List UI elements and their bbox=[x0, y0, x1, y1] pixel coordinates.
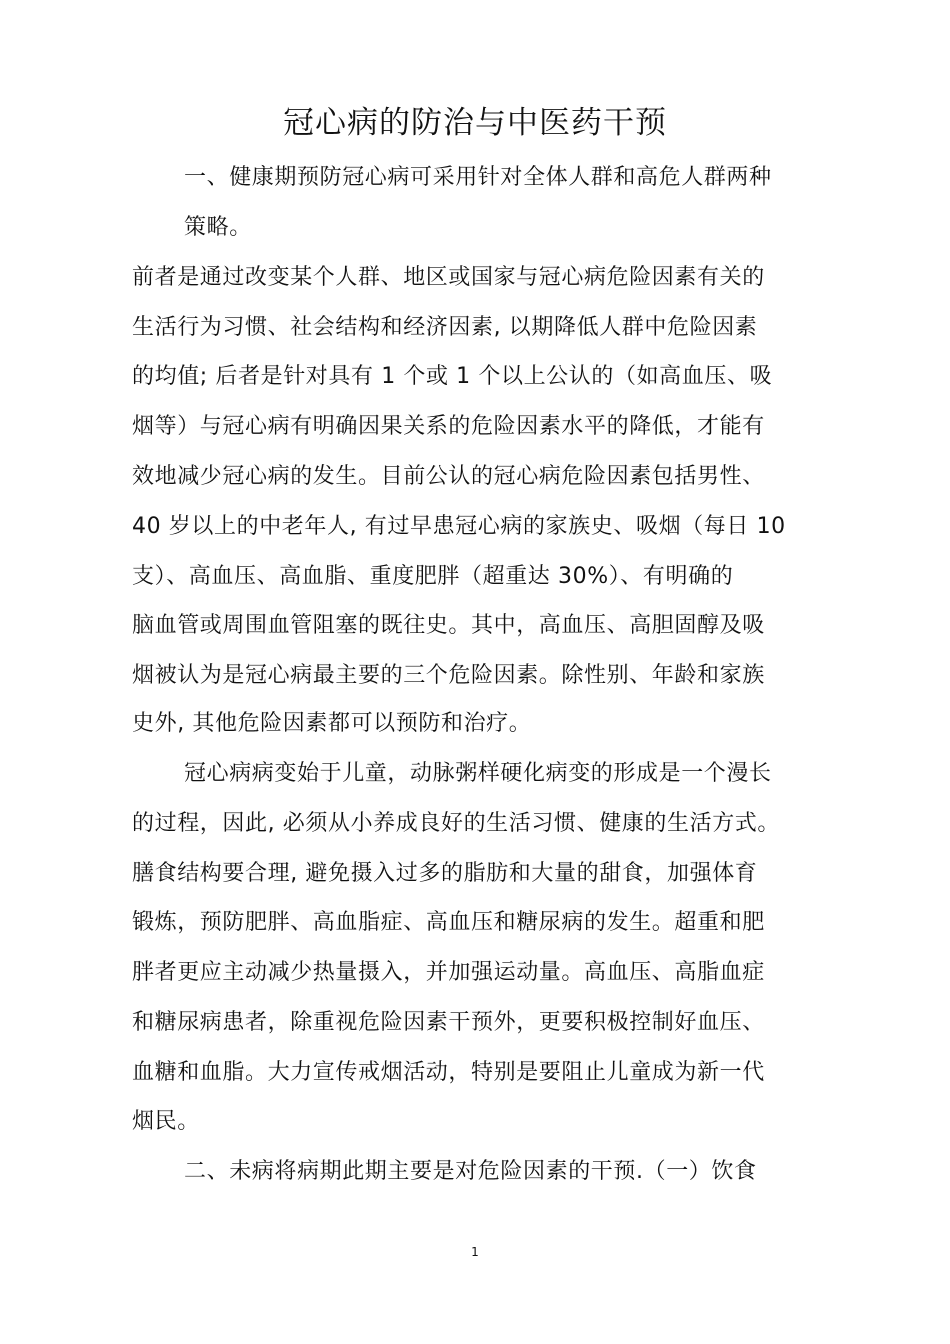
paragraph-line: 锻炼，预防肥胖、高血脂症、高血压和糖尿病的发生。超重和肥 bbox=[132, 910, 765, 935]
paragraph-line: 冠心病病变始于儿童，动脉粥样硬化病变的形成是一个漫长 bbox=[184, 761, 772, 786]
paragraph-line: 烟等）与冠心病有明确因果关系的危险因素水平的降低，才能有 bbox=[132, 414, 765, 439]
paragraph-line: 膳食结构要合理, 避免摄入过多的脂肪和大量的甜食，加强体育 bbox=[132, 861, 758, 886]
paragraph-line: 40 岁以上的中老年人, 有过早患冠心病的家族史、吸烟（每日 10 bbox=[132, 514, 786, 539]
paragraph-line: 支）、高血压、高血脂、重度肥胖（超重达 30%）、有明确的 bbox=[132, 564, 734, 589]
paragraph-line: 生活行为习惯、社会结构和经济因素, 以期降低人群中危险因素 bbox=[132, 315, 758, 340]
paragraph-line: 烟被认为是冠心病最主要的三个危险因素。除性别、年龄和家族 bbox=[132, 663, 765, 688]
paragraph-line: 二、未病将病期此期主要是对危险因素的干预.（一）饮食 bbox=[184, 1159, 757, 1184]
paragraph-line: 策略。 bbox=[184, 215, 252, 240]
paragraph-line: 和糖尿病患者，除重视危险因素干预外，更要积极控制好血压、 bbox=[132, 1010, 765, 1035]
paragraph-line: 血糖和血脂。大力宣传戒烟活动，特别是要阻止儿童成为新一代 bbox=[132, 1060, 765, 1085]
paragraph-line: 史外, 其他危险因素都可以预防和治疗。 bbox=[132, 711, 532, 736]
paragraph-line: 一、健康期预防冠心病可采用针对全体人群和高危人群两种 bbox=[184, 165, 772, 190]
page-number: 1 bbox=[471, 1245, 479, 1259]
paragraph-line: 脑血管或周围血管阻塞的既往史。其中，高血压、高胆固醇及吸 bbox=[132, 613, 765, 638]
paragraph-line: 烟民。 bbox=[132, 1109, 200, 1134]
paragraph-line: 的过程，因此, 必须从小养成良好的生活习惯、健康的生活方式。 bbox=[132, 811, 780, 836]
paragraph-line: 前者是通过改变某个人群、地区或国家与冠心病危险因素有关的 bbox=[132, 265, 765, 290]
paragraph-line: 胖者更应主动减少热量摄入，并加强运动量。高血压、高脂血症 bbox=[132, 960, 765, 985]
paragraph-line: 的均值; 后者是针对具有 1 个或 1 个以上公认的（如高血压、吸 bbox=[132, 364, 773, 389]
document-title: 冠心病的防治与中医药干预 bbox=[283, 105, 667, 141]
paragraph-line: 效地减少冠心病的发生。目前公认的冠心病危险因素包括男性、 bbox=[132, 464, 765, 489]
